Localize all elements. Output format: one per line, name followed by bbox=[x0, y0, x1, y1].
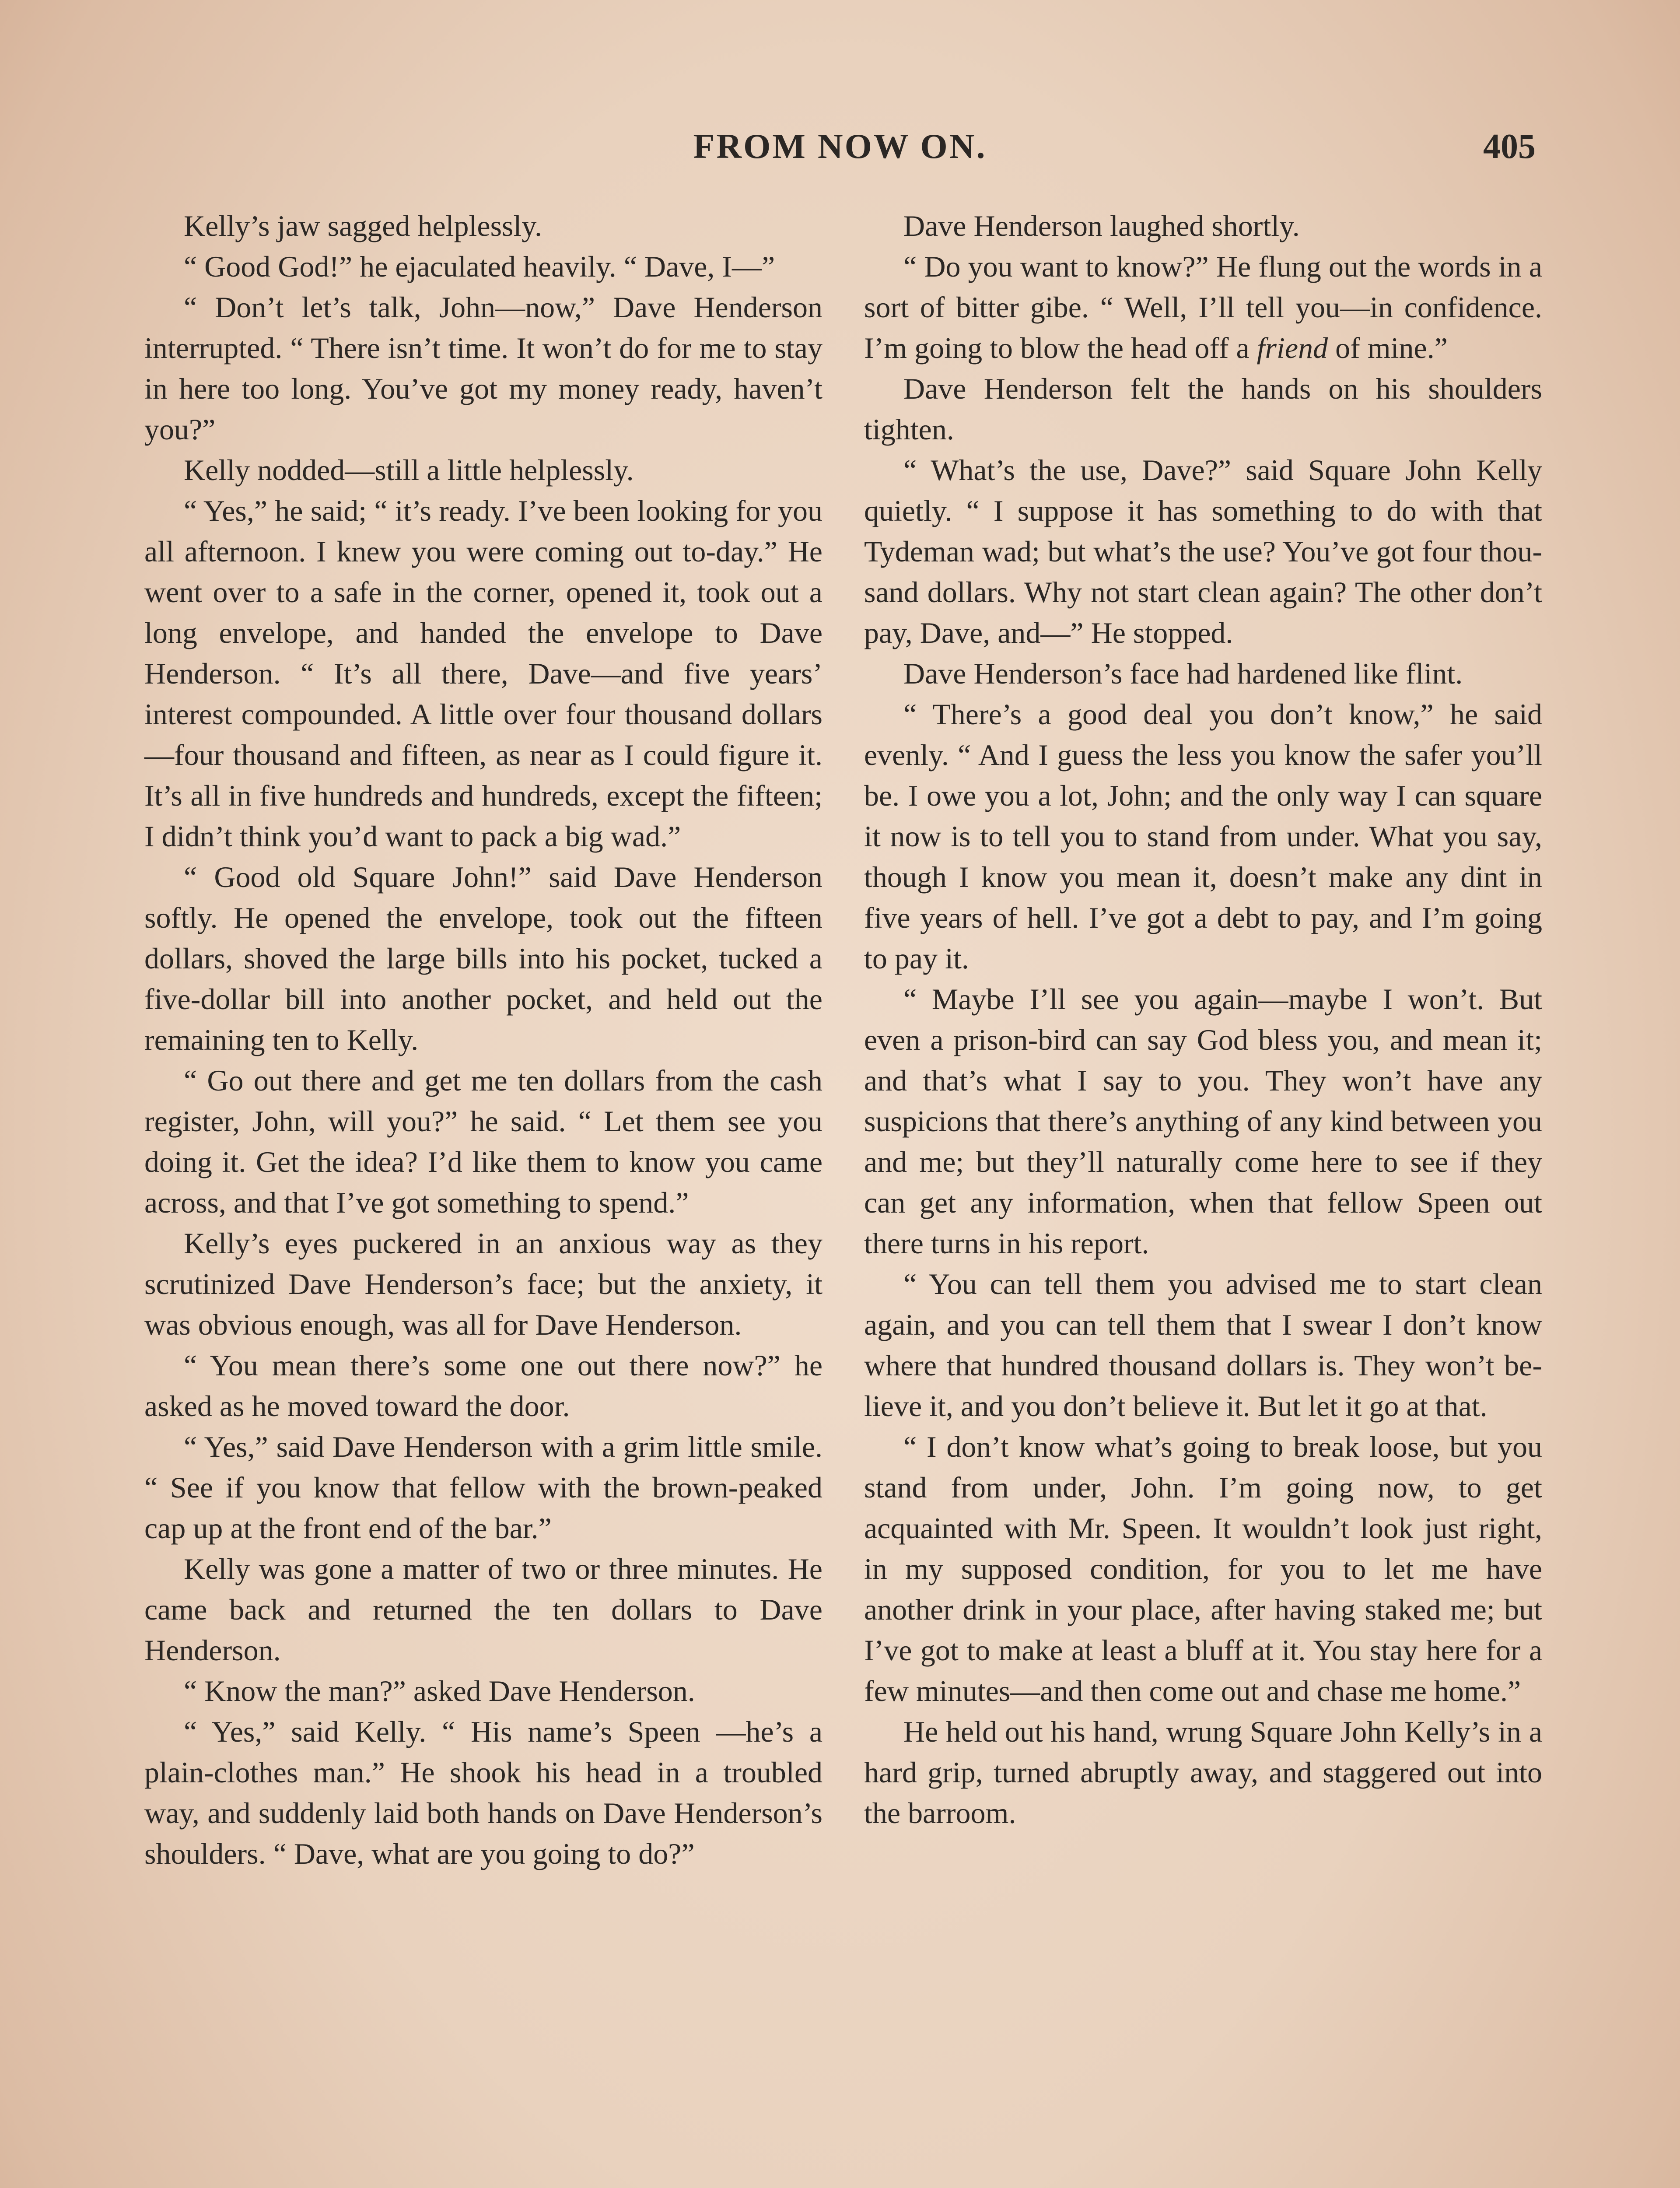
paragraph: “ Know the man?” asked Dave Henderson. bbox=[184, 1674, 695, 1708]
paragraph: Dave Henderson’s face had hardened like flint. bbox=[903, 657, 1463, 690]
paragraph: “ Yes,” said Kelly. “ His name’s Speen —he’s a plain-clothes man.” He shook his head in a troubled way, and suddenly laid both hands on Dave Henderson’s shoulders. “ Dave, what are you going to do?” bbox=[144, 1715, 822, 1870]
paragraph: Dave Henderson felt the hands on his shoulders tighten. bbox=[864, 372, 1542, 446]
paragraph: Kelly nodded—still a little helplessly. bbox=[184, 453, 634, 487]
text-run: “ Do you want to know?” He flung out the words in a sort of bitter gibe. “ Well, I’ll tell you—in confidence. I’m going to blow the head off a bbox=[864, 250, 1542, 365]
paragraph: “ Go out there and get me ten dollars from the cash register, John, will you?” he said. “ Let them see you doing it. Get the idea? I’d like them to know you came across, and that I’ve got something to spend.” bbox=[144, 1064, 822, 1219]
paragraph: “ Good God!” he ejaculated heavily. “ Dave, I—” bbox=[184, 250, 775, 283]
paragraph: He held out his hand, wrung Square John Kelly’s in a hard grip, turned abruptly away, and staggered out into the barroom. bbox=[864, 1715, 1542, 1830]
emphasis-word: friend bbox=[1256, 331, 1328, 365]
paragraph: “ What’s the use, Dave?” said Square John Kelly quietly. “ I suppose it has something to do with that Tydeman wad; but what’s the use? You’ve got four thousand dollars. Why not start clean again? The other don’t pay, Dave, and—” He stopped. bbox=[864, 453, 1542, 649]
paragraph: “ You can tell them you advised me to start clean again, and you can tell them that I swear I don’t know where that hundred thousand dollars is. They won’t believe it, and you don’t believe it. But let it go at that. bbox=[864, 1267, 1542, 1423]
paragraph: “ Yes,” he said; “ it’s ready. I’ve been looking for you all afternoon. I knew you were coming out to-day.” He went over to a safe in the corner, opened it, took out a long envelope, and handed the envelope to Dave Henderson. “ It’s all there, Dave—and five years’ interest compounded. A little over four thousand dollars—four thousand and fifteen, as near as I could figure it. It’s all in five hundreds and hundreds, except the fifteen; I didn’t think you’d want to pack a big wad.” bbox=[144, 494, 822, 853]
paragraph: “ Yes,” said Dave Henderson with a grim little smile. “ See if you know that fellow with the brown-peaked cap up at the front end of the bar.” bbox=[144, 1430, 822, 1545]
paragraph: “ You mean there’s some one out there now?” he asked as he moved toward the door. bbox=[144, 1349, 822, 1423]
paragraph: Kelly’s eyes puckered in an anxious way as they scrutinized Dave Henderson’s face; but the anxiety, it was obvious enough, was all for Dave Henderson. bbox=[144, 1227, 822, 1341]
left-column bbox=[144, 206, 822, 2188]
page-number: 405 bbox=[1483, 127, 1536, 166]
running-title: FROM NOW ON. bbox=[693, 127, 987, 166]
paragraph: “ Don’t let’s talk, John—now,” Dave Henderson interrupted. “ There isn’t time. It won’t do for me to stay in here too long. You’ve got my money ready, haven’t you?” bbox=[144, 291, 822, 446]
paragraph: “ Good old Square John!” said Dave Henderson softly. He opened the envelope, took out the fifteen dollars, shoved the large bills into his pocket, tucked a five-dollar bill into another pocket, and held out the remaining ten to Kelly. bbox=[144, 860, 822, 1056]
paragraph: Kelly’s jaw sagged helplessly. bbox=[184, 209, 542, 242]
paragraph-friend bbox=[864, 246, 1542, 368]
paragraph: Dave Henderson laughed shortly. bbox=[903, 209, 1300, 242]
paragraph: “ There’s a good deal you don’t know,” he said evenly. “ And I guess the less you know the safer you’ll be. I owe you a lot, John; and the only way I can square it now is to tell you to stand from under. What you say, though I know you mean it, doesn’t make any dint in five years of hell. I’ve got a debt to pay, and I’m going to pay it. bbox=[864, 698, 1542, 975]
paragraph: “ Maybe I’ll see you again—maybe I won’t. But even a prison-bird can say God bless you, and mean it; and that’s what I say to you. They won’t have any suspicions that there’s anything of any kind between you and me; but they’ll naturally come here to see if they can get any information, when that fellow Speen out there turns in his report. bbox=[864, 982, 1542, 1260]
page-header bbox=[144, 127, 1536, 179]
paragraph: “ I don’t know what’s going to break loose, but you stand from under, John. I’m going now, to get acquainted with Mr. Speen. It wouldn’t look just right, in my supposed condition, for you to let me have another drink in your place, after having staked me; but I’ve got to make at least a bluff at it. You stay here for a few minutes—and then come out and chase me home.” bbox=[864, 1430, 1542, 1708]
right-column bbox=[864, 206, 1542, 2188]
text-run: of mine.” bbox=[1328, 331, 1448, 365]
paragraph: Kelly was gone a matter of two or three minutes. He came back and returned the ten dollars to Dave Henderson. bbox=[144, 1552, 822, 1667]
